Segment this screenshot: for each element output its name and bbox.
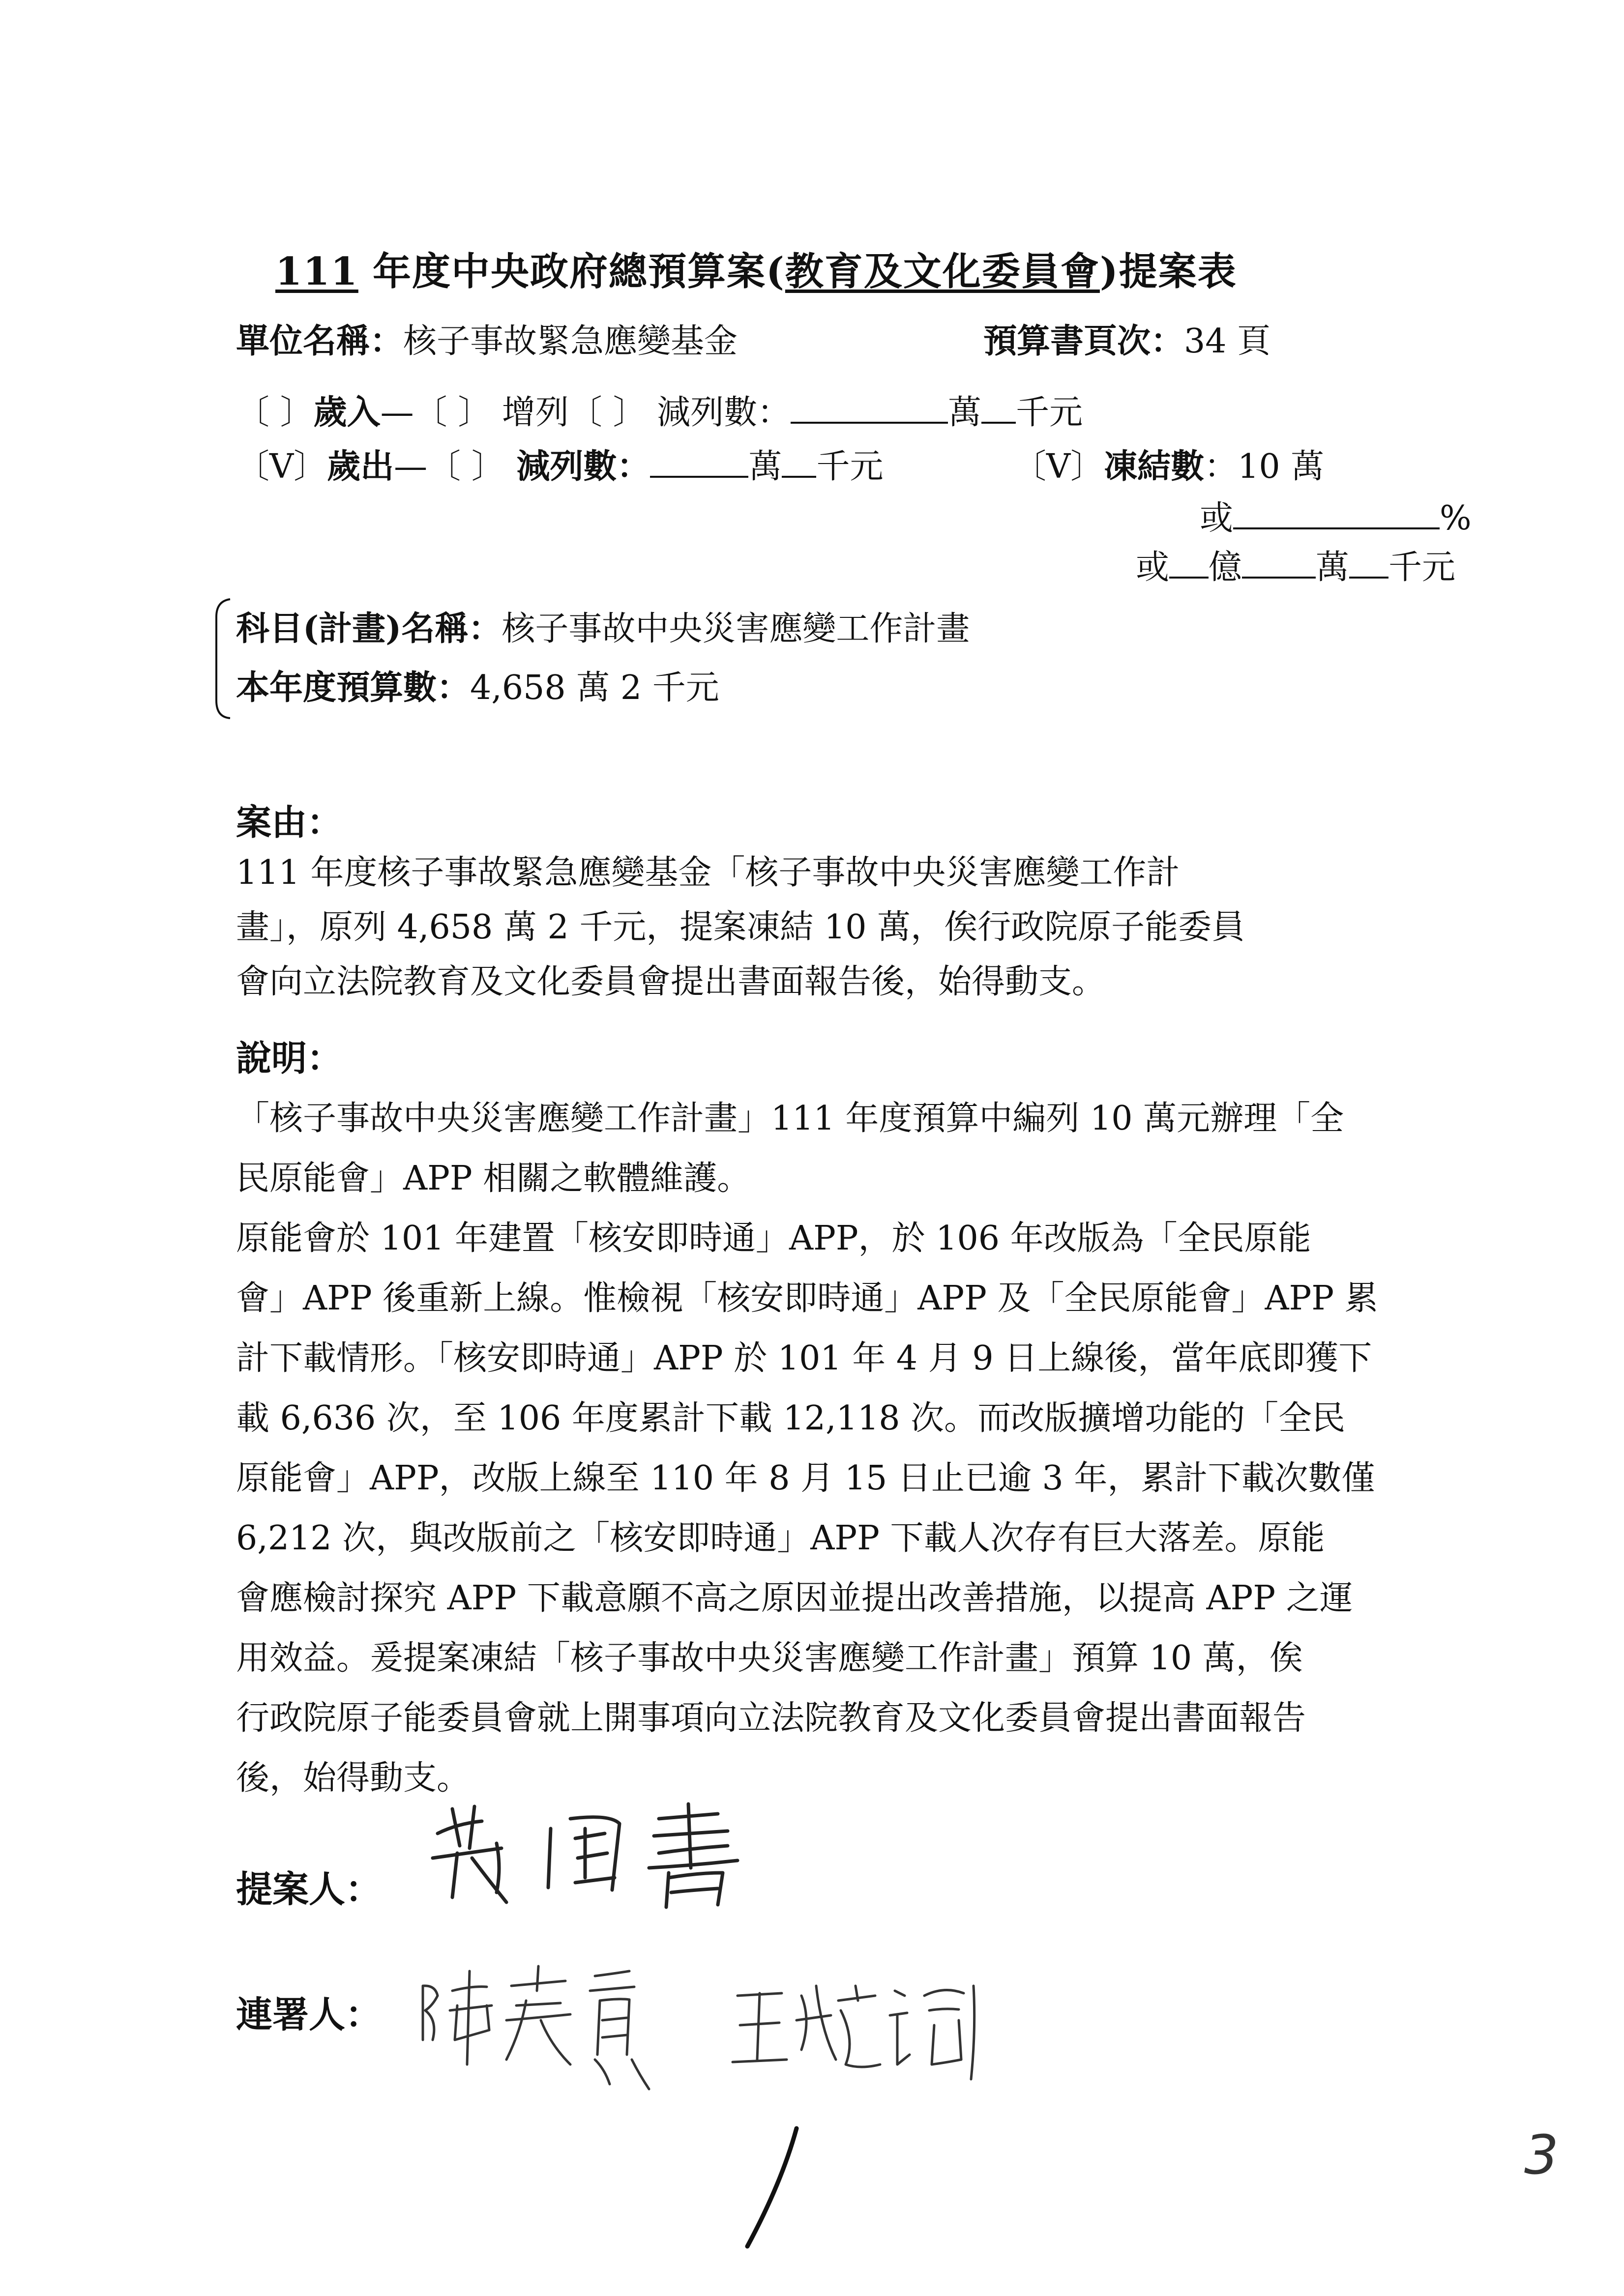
freeze-row <box>1013 440 1324 488</box>
subject-value: 核子事故中央災害應變工作計畫 <box>502 610 970 648</box>
subject-bracket <box>212 597 232 720</box>
unit-value: 核子事故緊急應變基金 <box>403 322 738 361</box>
cosigner-label: 連署人： <box>236 1994 382 2036</box>
freeze-label: 凍結數 <box>1104 447 1205 486</box>
unit-label: 單位名稱： <box>236 321 404 361</box>
freeze-percent-row <box>1200 492 1472 539</box>
explanation-line: 民原能會」APP 相關之軟體維護。 <box>236 1159 751 1198</box>
budget-value: 4,658 萬 2 千元 <box>470 668 719 707</box>
explanation-line: 後，始得動支。 <box>236 1759 471 1798</box>
decrease-checkbox: 〔 〕 <box>568 393 647 432</box>
subject-label: 科目(計畫)名稱： <box>236 609 502 648</box>
reason-line: 111 年度核子事故緊急應變基金「核子事故中央災害應變工作計 <box>236 853 1180 892</box>
explanation-heading: 說明： <box>236 1037 343 1079</box>
revenue-dash: — <box>380 393 414 432</box>
explanation-line: 會應檢討探究 APP 下載意願不高之原因並提出改善措施，以提高 APP 之運 <box>236 1579 1353 1618</box>
reason-heading: 案由： <box>236 801 343 843</box>
qian-unit: 千元 <box>1016 393 1083 432</box>
decrease-label: 減列數： <box>646 393 791 432</box>
wan2-unit: 萬 <box>1316 548 1350 587</box>
exp-wan-blank <box>650 446 748 478</box>
or-label-2: 或 <box>1136 548 1170 587</box>
exp-decrease-checkbox: 〔 〕 <box>427 447 505 486</box>
title-year: 111 <box>275 249 358 294</box>
decrease-wan-blank <box>791 392 948 424</box>
reason-line: 會向立法院教育及文化委員會提出書面報告後，始得動支。 <box>236 962 1106 1001</box>
page-number: 3 <box>1524 2123 1559 2186</box>
qian-blank <box>1349 547 1388 579</box>
page-value: 34 頁 <box>1184 322 1271 361</box>
page-ref <box>983 315 1270 362</box>
unit-row <box>236 315 738 362</box>
subject-row <box>236 602 970 650</box>
qian2-unit: 千元 <box>1388 548 1456 587</box>
budget-row <box>236 661 719 709</box>
freeze-value: ：10 萬 <box>1204 447 1325 486</box>
form-title <box>275 241 1237 296</box>
explanation-line: 原能會於 101 年建置「核安即時通」APP，於 106 年改版為「全民原能 <box>236 1219 1311 1258</box>
expenditure-row <box>236 440 883 488</box>
budget-label: 本年度預算數： <box>236 668 471 707</box>
freeze-checkbox: 〔V〕 <box>1013 447 1104 486</box>
title-post: )提案表 <box>1099 249 1237 294</box>
yi-blank <box>1169 547 1209 579</box>
yi-unit: 億 <box>1209 548 1242 587</box>
or-label-1: 或 <box>1200 499 1234 538</box>
exp-qian-blank <box>782 446 816 478</box>
freeze-amount-row <box>1136 541 1455 588</box>
explanation-line: 計下載情形。「核安即時通」APP 於 101 年 4 月 9 日上線後，當年底即獲下 <box>236 1339 1372 1378</box>
explanation-line: 載 6,636 次，至 106 年度累計下載 12,118 次。而改版擴增功能的「全民 <box>236 1399 1346 1438</box>
expenditure-label: 歲出 <box>327 447 394 486</box>
explanation-line: 會」APP 後重新上線。惟檢視「核安即時通」APP 及「全民原能會」APP 累 <box>236 1279 1378 1318</box>
explanation-line: 「核子事故中央災害應變工作計畫」111 年度預算中編列 10 萬元辦理「全 <box>236 1099 1344 1138</box>
increase-label: 增列 <box>491 393 569 432</box>
expenditure-dash: — <box>394 447 428 486</box>
cosigner-signature-1 <box>408 1956 664 2104</box>
exp-wan-unit: 萬 <box>748 447 782 486</box>
percent-sign: % <box>1440 499 1472 538</box>
cosigner-signature-2 <box>728 1966 983 2094</box>
explanation-line: 用效益。爰提案凍結「核子事故中央災害應變工作計畫」預算 10 萬，俟 <box>236 1639 1303 1678</box>
wan-blank <box>1242 547 1316 579</box>
title-pre: 年度中央政府總預算案( <box>358 249 785 294</box>
explanation-line: 行政院原子能委員會就上開事項向立法院教育及文化委員會提出書面報告 <box>236 1699 1306 1738</box>
expenditure-checkbox: 〔V〕 <box>236 447 327 486</box>
proposer-label: 提案人： <box>236 1868 382 1911</box>
percent-blank <box>1233 497 1440 529</box>
page-label: 預算書頁次： <box>983 321 1184 361</box>
exp-decrease-label: 減列數： <box>504 447 650 486</box>
decrease-qian-blank <box>981 392 1016 424</box>
explanation-line: 6,212 次，與改版前之「核安即時通」APP 下載人次存有巨大落差。原能 <box>236 1519 1325 1558</box>
explanation-line: 原能會」APP，改版上線至 110 年 8 月 15 日止已逾 3 年，累計下載次數僅 <box>236 1459 1375 1498</box>
wan-unit: 萬 <box>948 393 982 432</box>
explanation-body <box>236 1089 1378 1808</box>
check-stroke <box>738 2123 806 2251</box>
title-committee: 教育及文化委員會 <box>785 249 1100 294</box>
revenue-row <box>236 386 1083 434</box>
increase-checkbox: 〔 〕 <box>413 393 492 432</box>
reason-body <box>236 845 1245 1009</box>
revenue-label: 歲入 <box>313 393 381 432</box>
revenue-checkbox: 〔 〕 <box>236 393 314 432</box>
proposer-signature <box>423 1799 797 1912</box>
exp-qian-unit: 千元 <box>816 447 884 486</box>
reason-line: 畫」，原列 4,658 萬 2 千元，提案凍結 10 萬，俟行政院原子能委員 <box>236 908 1245 947</box>
